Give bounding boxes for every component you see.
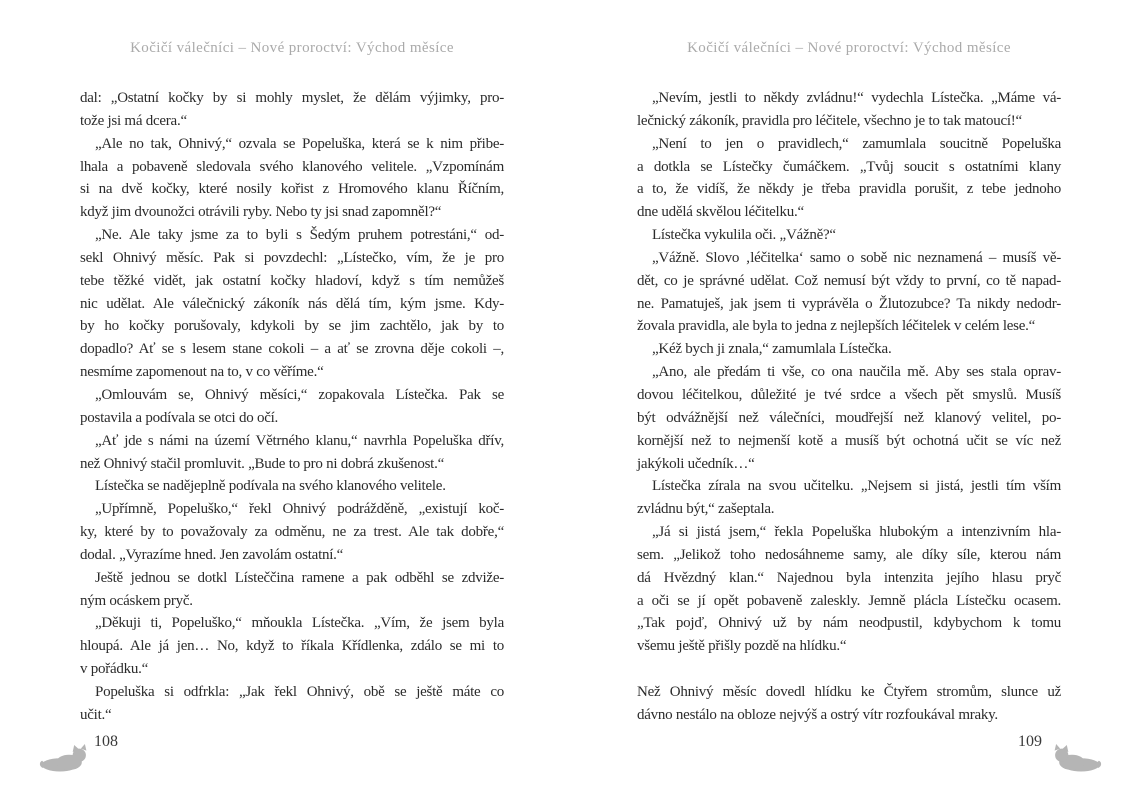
text-line: „Vážně. Slovo ‚léčitelka‘ samo o sobě nic neznamená – musíš vě- (652, 249, 1061, 266)
text-line: dovou léčitelkou, důležité je tvé srdce a všech pět smyslů. Musíš (637, 386, 1061, 403)
text-line: by ho kočky porušovaly, kdykoli by se jim zachtělo, jak by to (80, 318, 504, 335)
text-line: Lístečka vykulila oči. „Vážně?“ (652, 227, 836, 244)
running-title: Kočičí válečníci – Nové proroctví: Východ měsíce (130, 40, 454, 56)
text-line: „Ano, ale předám ti vše, co ona naučila mě. Aby ses stala oprav- (652, 364, 1061, 381)
text-line: Než Ohnivý měsíc dovedl hlídku ke Čtyřem stromům, slunce už (637, 683, 1061, 700)
text-line: dodal. „Vyrazíme hned. Jen zavolám ostatní.“ (80, 546, 344, 563)
text-line: „Upřímně, Popeluško,“ řekl Ohnivý podrážděně, „existují koč- (95, 501, 504, 518)
text-line: tebe těžké vidět, jak ostatní kočky hladoví, když s tím nemůžeš (80, 272, 504, 289)
text-line: žovala pravidla, ale byla to jedna z nejlepších léčitelek v celém lese.“ (637, 318, 1036, 335)
text-line: když jim dvounožci otrávili ryby. Nebo ty jsi snad zapomněl?“ (80, 204, 442, 221)
text-line: sekl Ohnivý měsíc. Pak si povzdechl: „Lístečko, vím, že je pro (80, 249, 504, 266)
text-line: „Nevím, jestli to někdy zvládnu!“ vydechla Lístečka. „Máme vá- (652, 90, 1061, 106)
text-line: lečnický zákoník, pravidla pro léčitele, všechno je to tak matoucí!“ (637, 112, 1022, 129)
text-line: „Ale no tak, Ohnivý,“ ozvala se Popeluška, která se k nim přibe- (95, 135, 504, 152)
text-line: ne. Pamatuješ, jak jsem ti vyprávěla o Žlutozubce? Ta nikdy nedodr- (637, 295, 1061, 312)
text-line: zvládnu být,“ zašeptala. (637, 501, 775, 518)
text-line: „Ať jde s námi na území Větrného klanu,“ navrhla Popeluška dřív, (95, 432, 504, 449)
text-line: postavila a podívala se otci do očí. (80, 409, 279, 426)
running-title: Kočičí válečníci – Nové proroctví: Východ měsíce (687, 40, 1011, 56)
text-line: Lístečka zírala na svou učitelku. „Nejsem si jistá, jestli tím vším (652, 478, 1061, 495)
text-line: nic udělat. Ale válečnický zákoník nás dělá tím, kým jsme. Kdy- (80, 295, 504, 312)
text-line: všemu ještě přišly pozdě na hlídku.“ (637, 638, 847, 655)
text-line: než Ohnivý stačil promluvit. „Bude to pro ni dobrá zkušenost.“ (80, 455, 445, 472)
text-line: „Děkuji ti, Popeluško,“ mňoukla Lístečka. „Vím, že jsem byla (95, 615, 504, 632)
text-line: nesmíme zapomenout na to, v co věříme.“ (80, 364, 324, 381)
text-line: dopadlo? Ať se s lesem stane cokoli – a ať se zrovna děje cokoli –, (80, 341, 504, 358)
text-line: v pořádku.“ (80, 661, 149, 678)
text-line: Ještě jednou se dotkl Lísteččina ramene a pak odběhl se zdviže- (95, 569, 504, 586)
text-line: lhala a pobaveně sledovala svého klanového velitele. „Vzpomínám (80, 158, 504, 175)
page-number: 108 (94, 733, 118, 750)
text-line: dal: „Ostatní kočky by si mohly myslet, že dělám výjimky, pro- (80, 90, 504, 106)
text-line: „Kéž bych ji znala,“ zamumlala Lístečka. (652, 341, 892, 358)
text-line: „Není to jen o pravidlech,“ zamumlala soucitně Popeluška (652, 135, 1061, 152)
text-line: a oči se jí opět pobaveně zaleskly. Jemně plácla Lístečku ocasem. (637, 592, 1061, 609)
text-line: dávno nestálo na obloze nejvýš a ostrý vítr rozfoukával mraky. (637, 706, 998, 723)
text-line: dá Hvězdný klan.“ Najednou byla intenzita jejího hlasu pryč (637, 569, 1061, 586)
text-line: „Já si jistá jsem,“ řekla Popeluška hlubokým a intenzivním hla- (652, 524, 1061, 541)
text-line: hloupá. Ale já jen… No, když to říkala Křídlenka, zdálo se mi to (80, 638, 504, 655)
page-right-text-body (637, 87, 1061, 727)
text-line: dne udělá skvělou léčitelku.“ (637, 204, 804, 221)
text-line: a to, že vidíš, že někdy je třeba pravidla porušit, z tebe jednoho (637, 181, 1061, 198)
text-line: si na dvě kočky, které nosily kořist z Hromového klanu Říčním, (80, 181, 504, 198)
text-line: Popeluška si odfrkla: „Jak řekl Ohnivý, obě se ještě máte co (95, 683, 504, 700)
page-left (80, 0, 504, 800)
text-line: být odvážnější než válečníci, moudřejší než klanový velitel, po- (637, 409, 1061, 426)
text-line: jakýkoli učedník…“ (637, 455, 755, 472)
page-number: 109 (1018, 733, 1042, 750)
page-left-text-body (80, 87, 504, 727)
text-line: „Ne. Ale taky jsme za to byli s Šedým pruhem potrestáni,“ od- (95, 227, 504, 244)
text-line: sem. „Jelikož toho nedosáhneme samy, ale díky síle, kterou nám (637, 546, 1061, 563)
page-right (637, 0, 1061, 800)
cat-silhouette-icon (38, 744, 90, 772)
text-line: učit.“ (80, 706, 112, 723)
text-line: ným ocáskem pryč. (80, 592, 193, 609)
text-line: „Tak pojď, Ohnivý už by nám neodpustil, kdybychom k tomu (637, 615, 1061, 632)
text-line: dět, co je správné udělat. Což nemusí být vždy to první, co tě napad- (637, 272, 1061, 289)
text-line: Lístečka se nadějeplně podívala na svého klanového velitele. (95, 478, 446, 495)
cat-silhouette-icon (1051, 744, 1103, 772)
text-line: a dotkla se Lístečky čumáčkem. „Tvůj soucit s ostatními klany (637, 158, 1061, 175)
text-line: kornější než to nejmenší kotě a musíš být ochotná učit se víc než (637, 432, 1061, 449)
text-line: „Omlouvám se, Ohnivý měsíci,“ zopakovala Lístečka. Pak se (95, 386, 504, 403)
text-line: tože jsi má dcera.“ (80, 112, 187, 129)
text-line: ky, které by to považovaly za odměnu, ne za trest. Ale tak dobře,“ (80, 524, 504, 541)
